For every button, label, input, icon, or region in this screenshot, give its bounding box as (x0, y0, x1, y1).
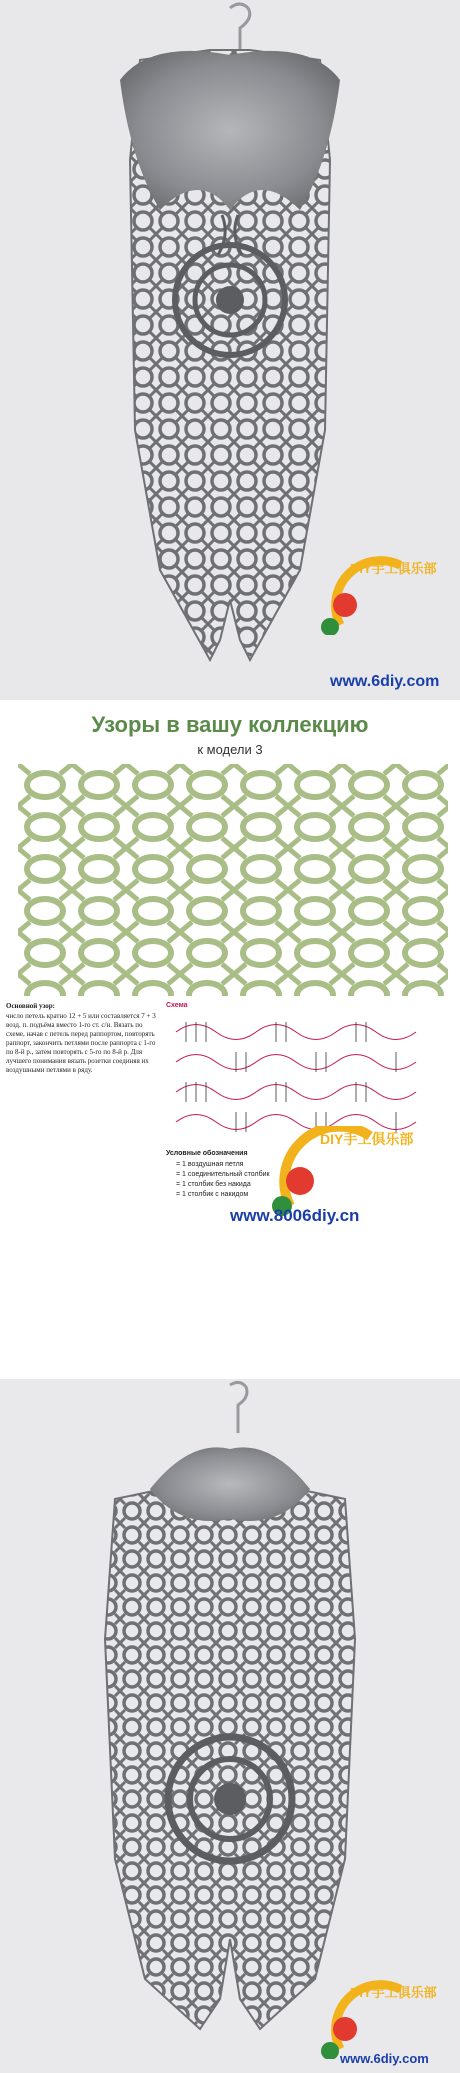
site-url-text: www.6diy.com (330, 673, 440, 690)
club-name-text: DIY手工俱乐部 (320, 1131, 414, 1147)
legend-title: Условные обозначения (166, 1150, 248, 1157)
magazine-page (0, 706, 460, 1373)
page-subtitle: к модели 3 (197, 742, 263, 757)
legend-item: = 1 столбик без накида (176, 1181, 251, 1188)
page-title: Узоры в вашу коллекцию (91, 712, 369, 737)
vest-back-image (0, 1379, 460, 2073)
club-name-text: DIY手工俱乐部 (350, 1985, 437, 2000)
scheme-label: Схема (166, 1002, 188, 1009)
site-url-text: www.6diy.com (340, 2051, 429, 2066)
pattern-sample-image (18, 764, 448, 996)
site-url-text: www.8006diy.cn (230, 1206, 360, 1225)
pattern-description: число петель кратно 12 + 5 или составляется 7 + 3 возд. п. подъёма вместо 1-го ст. с/н. Вязать по схеме, начав с петель перед раппортом, повторять раппорт, закончить петлями после раппорта с 1-го по 8-й р., затем повторять с 5-го по 8-й р. Для лучшего понимания вязать розетки соединяя их воздушными петлями в ряду. (6, 1012, 156, 1074)
vest-front-photo (0, 0, 460, 700)
club-name-text: DIY手工俱乐部 (350, 561, 437, 576)
crochet-chart (166, 1012, 436, 1142)
pattern-heading: Основной узор: (6, 1002, 56, 1010)
legend-item: = 1 воздушная петля (176, 1161, 244, 1168)
legend-item: = 1 соединительный столбик (176, 1171, 270, 1178)
legend-item: = 1 столбик с накидом (176, 1191, 249, 1198)
vest-back-photo (0, 1379, 460, 2073)
